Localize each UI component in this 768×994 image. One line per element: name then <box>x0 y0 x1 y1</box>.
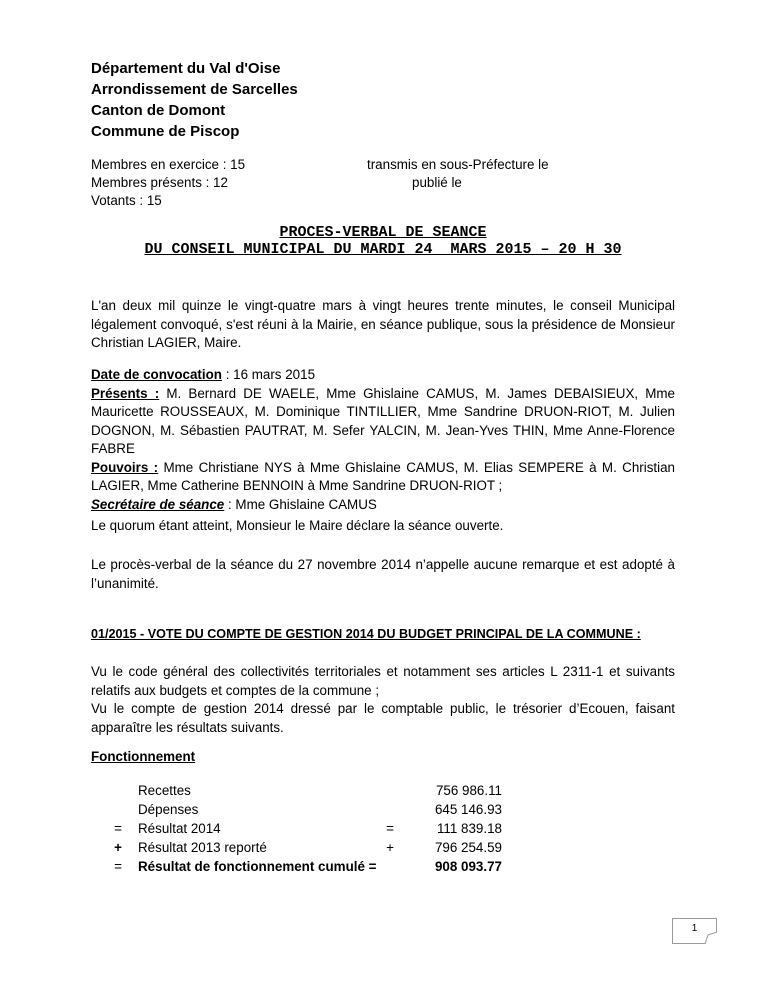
intro-paragraph: L'an deux mil quinze le vingt-quatre mars à vingt heures trente minutes, le conseil Municipal légalement convoqué, s'est réuni à la Mairie, en séance publique, sous la présidence de Monsieur Christian LAGIER, Maire. <box>91 298 675 350</box>
table-row <box>98 819 502 838</box>
page-number: 1 <box>691 923 698 934</box>
members-exercise: Membres en exercice : 15 <box>91 157 246 172</box>
presents-label: Présents : <box>91 385 160 401</box>
title-line-1: PROCES-VERBAL DE SEANCE <box>279 224 487 241</box>
row-value: 645 146.93 <box>434 802 502 817</box>
row-prefix: + <box>114 840 122 855</box>
row-prefix: = <box>114 821 122 836</box>
page-number-box <box>672 918 717 944</box>
row-value: 756 986.11 <box>435 783 502 798</box>
vu-paragraph <box>91 663 675 737</box>
row-op <box>368 800 412 819</box>
title-line-2: DU CONSEIL MUNICIPAL DU MARDI 24 MARS 2015 – 20 H 30 <box>144 241 622 258</box>
convocation-line <box>91 366 675 385</box>
row-label: Résultat 2014 <box>138 821 221 836</box>
transmission-published: publié le <box>412 175 462 190</box>
row-prefix <box>98 781 138 800</box>
row-label: Résultat 2013 reporté <box>138 840 267 855</box>
quorum-paragraph: Le quorum étant atteint, Monsieur le Maire déclare la séance ouverte. <box>91 518 504 533</box>
row-label: Dépenses <box>138 802 199 817</box>
table-row <box>98 838 502 857</box>
department-line: Département du Val d'Oise <box>91 60 281 77</box>
section-title: 01/2015 - VOTE DU COMPTE DE GESTION 2014 DU BUDGET PRINCIPAL DE LA COMMUNE : <box>91 627 641 641</box>
transmission-block <box>367 156 549 192</box>
commune-line: Commune de Piscop <box>91 123 240 140</box>
presents-line <box>91 385 675 459</box>
pv-adopted-paragraph: Le procès-verbal de la séance du 27 novembre 2014 n’appelle aucune remarque et est adopté à l’unanimité. <box>91 557 675 591</box>
pouvoirs-value: Mme Christiane NYS à Mme Ghislaine CAMUS, M. Elias SEMPERE à M. Christian LAGIER, Mme Catherine BENNOIN à Mme Sandrine DRUON-RIOT ; <box>91 459 675 493</box>
row-value: 111 839.18 <box>436 821 502 836</box>
attendance-block <box>91 366 675 514</box>
row-op: = <box>386 821 394 836</box>
convocation-value: : 16 mars 2015 <box>221 367 316 382</box>
row-prefix: = <box>114 859 122 874</box>
pouvoirs-line <box>91 459 675 496</box>
row-value: 908 093.77 <box>434 859 502 874</box>
row-op <box>368 781 412 800</box>
vu-line-2: Vu le compte de gestion 2014 dressé par le comptable public, le trésorier d’Ecouen, faisant apparaître les résultats suivants. <box>91 701 675 735</box>
document-header <box>91 58 298 142</box>
members-present: Membres présents : 12 <box>91 175 228 190</box>
row-label: Résultat de fonctionnement cumulé = <box>138 859 377 874</box>
convocation-label: Date de convocation <box>91 367 222 382</box>
row-value: 796 254.59 <box>434 840 502 855</box>
members-block <box>91 156 245 210</box>
table-row <box>98 781 502 800</box>
row-prefix <box>98 800 138 819</box>
table-row <box>98 800 502 819</box>
pouvoirs-label: Pouvoirs : <box>91 459 159 475</box>
fonctionnement-table <box>98 781 502 876</box>
fonctionnement-heading: Fonctionnement <box>91 749 196 764</box>
vu-line-1: Vu le code général des collectivités territoriales et notamment ses articles L 2311-1 et suivants relatifs aux budgets et comptes de la commune ; <box>91 664 675 698</box>
transmission-sent: transmis en sous-Préfecture le <box>367 157 549 172</box>
presents-value: M. Bernard DE WAELE, Mme Ghislaine CAMUS, M. James DEBAISIEUX, Mme Mauricette ROUSSEAUX, M. Dominique TINTILLIER, Mme Sandrine DRUON-RIOT, M. Julien DOGNON, M. Sébastien PAUTRAT, M. Sefer YALCIN, M. Jean-Yves THIN, Mme Anne-Florence FABRE <box>91 385 676 456</box>
secretaire-line <box>91 496 675 515</box>
canton-line: Canton de Domont <box>91 102 226 119</box>
arrondissement-line: Arrondissement de Sarcelles <box>91 81 298 98</box>
secretaire-label: Secrétaire de séance <box>91 496 225 512</box>
table-row <box>98 857 502 876</box>
row-op: + <box>386 840 394 855</box>
row-label: Recettes <box>138 783 191 798</box>
secretaire-value: : Mme Ghislaine CAMUS <box>224 496 377 512</box>
document-title <box>91 224 675 258</box>
members-voters: Votants : 15 <box>91 193 162 208</box>
